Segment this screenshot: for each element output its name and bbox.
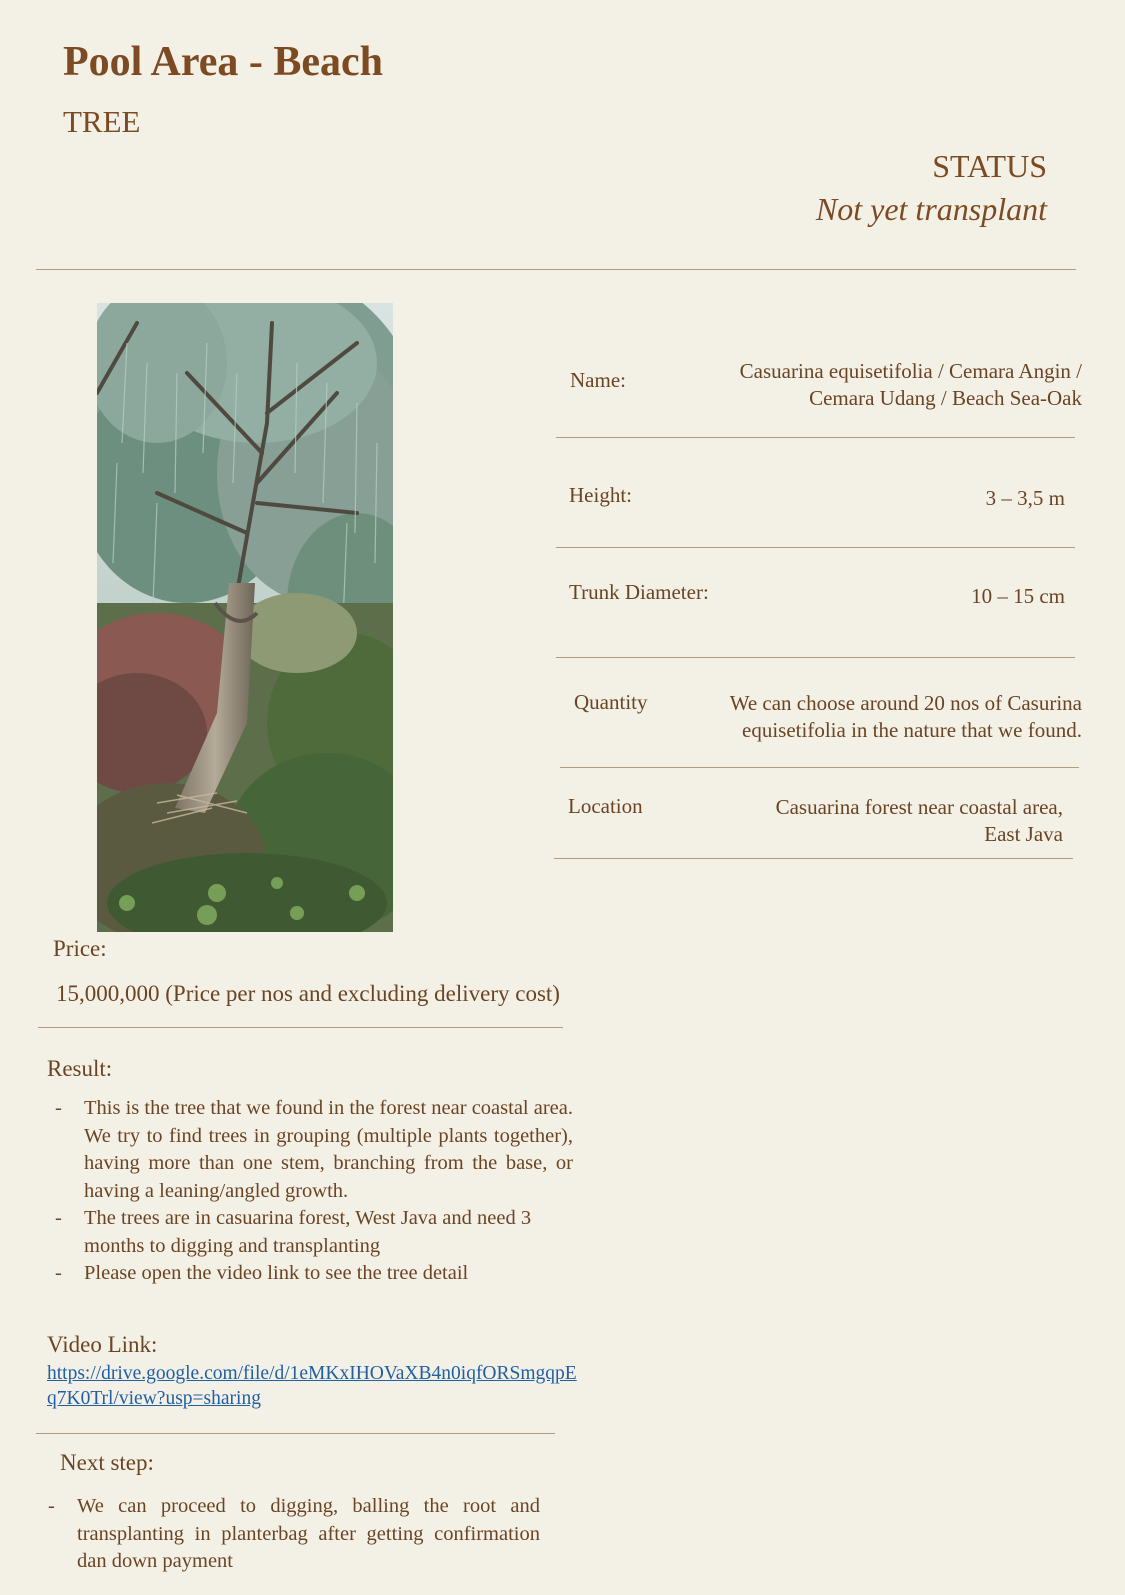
- spec-quantity-label: Quantity: [574, 690, 648, 714]
- spec-location-value-line: East Java: [984, 822, 1063, 846]
- spec-divider: [556, 547, 1075, 548]
- status-value: Not yet transplant: [815, 191, 1047, 227]
- video-divider: [36, 1433, 555, 1434]
- status-label: STATUS: [932, 148, 1047, 184]
- spec-divider: [556, 657, 1075, 658]
- spec-name-label: Name:: [570, 368, 626, 392]
- result-label: Result:: [47, 1056, 113, 1081]
- spec-name-value-line: Cemara Udang / Beach Sea-Oak: [809, 386, 1082, 410]
- spec-quantity-value: [662, 690, 1082, 744]
- list-item: - Please open the video link to see the tree detail: [55, 1262, 469, 1284]
- tree-photo: [97, 303, 393, 932]
- video-link-label: Video Link:: [47, 1332, 158, 1357]
- spec-height-label: Height:: [569, 483, 632, 507]
- header-divider: [36, 269, 1076, 270]
- list-item-text: The trees are in casuarina forest, West Java and need 3 months to digging and transplanting: [84, 1207, 532, 1257]
- spec-name-value: [642, 358, 1082, 412]
- spec-trunk-label: Trunk Diameter:: [569, 580, 709, 604]
- next-step-list: [40, 1493, 540, 1576]
- spec-name-value-line: Casuarina equisetifolia / Cemara Angin /: [739, 359, 1082, 383]
- list-item: - We can proceed to digging, balling the root and transplanting in planterbag after getting confirmation dan down payment: [48, 1495, 540, 1572]
- category-label: TREE: [63, 104, 141, 139]
- video-link[interactable]: https://drive.google.com/file/d/1eMKxIHOVaXB4n0iqfORSmgqpEq7K0Trl/view?usp=sharing: [47, 1363, 577, 1409]
- spec-location-value: [643, 794, 1063, 848]
- list-item-text: We can proceed to digging, balling the root and transplanting in planterbag after getting confirmation dan down payment: [77, 1495, 540, 1572]
- result-list: [47, 1095, 573, 1288]
- spec-location-label: Location: [568, 794, 643, 818]
- page-title: Pool Area - Beach: [63, 39, 384, 85]
- spec-height-value: 3 – 3,5 m: [985, 486, 1065, 510]
- list-item-text: This is the tree that we found in the forest near coastal area. We try to find trees in grouping (multiple plants together), having more than one stem, branching from the base, or having a leaning/angled growth.: [84, 1097, 573, 1202]
- spec-divider: [554, 858, 1073, 859]
- price-label: Price:: [53, 936, 107, 961]
- spec-divider: [560, 767, 1079, 768]
- spec-location-value-line: Casuarina forest near coastal area,: [775, 795, 1063, 819]
- list-item: - The trees are in casuarina forest, West Java and need 3 months to digging and transplanting: [47, 1205, 573, 1260]
- price-value: 15,000,000 (Price per nos and excluding delivery cost): [56, 981, 560, 1006]
- spec-divider: [556, 437, 1075, 438]
- spec-quantity-value-line: We can choose around 20 nos of Casurina: [729, 691, 1082, 715]
- price-divider: [38, 1027, 563, 1028]
- next-step-label: Next step:: [60, 1450, 154, 1475]
- spec-quantity-value-line: equisetifolia in the nature that we found.: [742, 718, 1082, 742]
- list-item-text: Please open the video link to see the tree detail: [84, 1262, 469, 1284]
- list-item: - This is the tree that we found in the forest near coastal area. We try to find trees in grouping (multiple plants together), having more than one stem, branching from the base, or having a leaning/angled growth.: [55, 1097, 573, 1202]
- spec-trunk-value: 10 – 15 cm: [971, 584, 1065, 608]
